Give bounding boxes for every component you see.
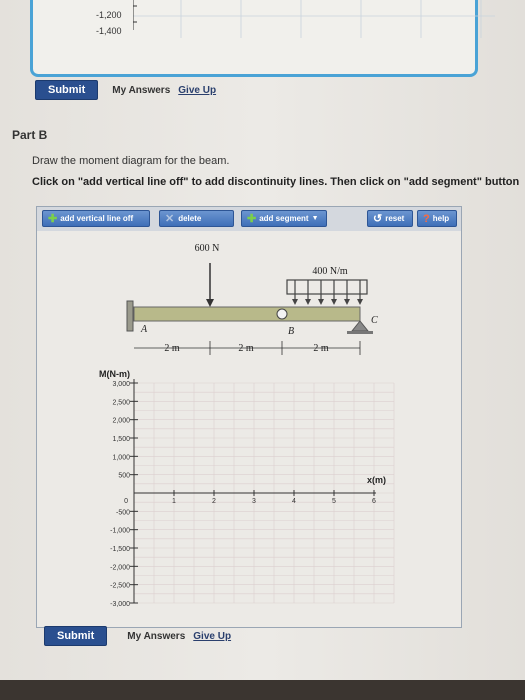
- x-tick-label: 6: [372, 498, 376, 505]
- help-label: help: [432, 214, 450, 223]
- add-vertical-line-label: add vertical line off: [60, 214, 134, 223]
- x-tick-label: 3: [252, 498, 256, 505]
- part-title: Part B: [12, 128, 48, 142]
- help-button[interactable]: [417, 210, 457, 227]
- submit-button[interactable]: Submit: [44, 626, 107, 646]
- x-tick-label: 2: [212, 498, 216, 505]
- delete-label: delete: [178, 214, 202, 223]
- y-tick-label: 1,000: [112, 454, 130, 462]
- y-tick-label: -1,000: [110, 527, 130, 535]
- y-tick-label: 500: [118, 472, 130, 480]
- roller-ground: [347, 331, 373, 334]
- x-tick-label: 1: [172, 498, 176, 505]
- span-label: 2 m: [238, 343, 254, 354]
- y-tick-label: -3,000: [110, 601, 130, 608]
- taskbar: [0, 680, 525, 700]
- y-tick-label: -1,400: [96, 26, 122, 36]
- beam: [134, 307, 360, 321]
- reset-icon: ↺: [373, 213, 383, 225]
- y-tick-label: 2,000: [112, 417, 130, 425]
- chevron-down-icon: ▼: [311, 215, 319, 222]
- distributed-load-arrowheads: [292, 299, 363, 305]
- x-tick-label: 5: [332, 498, 336, 505]
- instruction-text: Draw the moment diagram for the beam.: [32, 155, 230, 167]
- submit-button[interactable]: Submit: [35, 80, 98, 100]
- y-tick-label: 2,500: [112, 399, 130, 407]
- x-axis-label: x(m): [367, 475, 387, 485]
- span-label: 2 m: [164, 343, 180, 354]
- instruction-text-bold: Click on "add vertical line off" to add discontinuity lines. Then click on "add segment" button: [32, 176, 520, 188]
- hinge-b: [277, 309, 287, 319]
- y-axis-label: M(N-m): [99, 369, 130, 379]
- label-c: C: [371, 315, 378, 326]
- previous-graph-grid: [133, 0, 495, 38]
- top-submit-row: [35, 80, 216, 100]
- plus-icon: ✚: [247, 213, 257, 225]
- y-tick-label: -500: [115, 509, 130, 517]
- origin-label: 0: [124, 498, 128, 505]
- label-b: B: [288, 326, 295, 337]
- beam-and-graph: [37, 231, 461, 627]
- y-tick-label: 3,000: [112, 381, 130, 388]
- y-tick-label: -1,200: [96, 10, 122, 20]
- distributed-load-label: 400 N/m: [312, 266, 348, 277]
- my-answers-link[interactable]: My Answers: [127, 630, 186, 642]
- moment-diagram-tool: [36, 206, 462, 628]
- y-tick-label: 1,500: [112, 436, 130, 443]
- x-tick-label: 4: [292, 498, 296, 505]
- moment-graph: [110, 379, 394, 608]
- toolbar: [37, 207, 461, 231]
- previous-graph-panel: [30, 0, 478, 77]
- label-a: A: [141, 324, 148, 335]
- add-segment-label: add segment: [259, 214, 309, 223]
- point-load-label: 600 N: [194, 243, 220, 254]
- point-load-arrowhead: [206, 299, 214, 307]
- roller-support-c: [352, 321, 368, 331]
- add-vertical-line-button[interactable]: [42, 210, 150, 227]
- plus-icon: ✚: [48, 213, 58, 225]
- my-answers-link[interactable]: My Answers: [112, 84, 171, 96]
- reset-label: reset: [385, 214, 405, 223]
- bottom-submit-row: [44, 626, 231, 646]
- y-tick-label: -2,500: [110, 582, 130, 590]
- add-segment-button[interactable]: [241, 210, 327, 227]
- give-up-link[interactable]: Give Up: [193, 630, 232, 642]
- delete-button[interactable]: [159, 210, 234, 227]
- reset-button[interactable]: [367, 210, 413, 227]
- span-label: 2 m: [313, 343, 329, 354]
- fixed-wall-support: [127, 301, 133, 331]
- y-tick-label: -1,500: [110, 546, 130, 553]
- close-icon: ✕: [165, 213, 175, 225]
- give-up-link[interactable]: Give Up: [178, 84, 217, 96]
- distributed-load-arrows: [287, 280, 367, 301]
- help-icon: ?: [423, 212, 430, 225]
- y-tick-label: -2,000: [110, 564, 130, 572]
